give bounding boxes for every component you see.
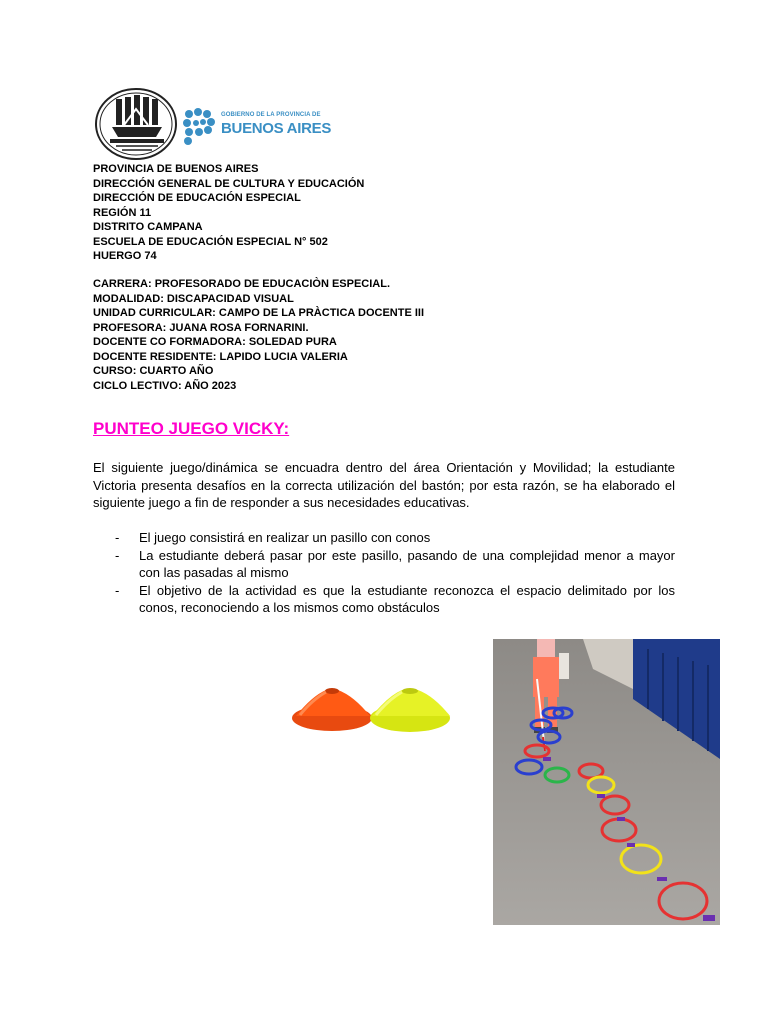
detail-line: PROFESORA: JUANA ROSA FORNARINI. — [93, 321, 309, 334]
header-line: DIRECCIÓN DE EDUCACIÓN ESPECIAL — [93, 192, 301, 204]
list-item-text: La estudiante deberá pasar por este pasillo, pasando de una complejidad menor a mayor con las pasadas al mismo — [139, 547, 675, 580]
intro-paragraph: El siguiente juego/dinámica se encuadra dentro del área Orientación y Movilidad; la estudiante Victoria presenta desafíos en la correcta utilización del bastón; por esta razón, se ha elaborado el siguiente juego a fin de responder a sus necesidades educativas. — [93, 460, 675, 510]
header-line: HUERGO 74 — [93, 250, 157, 262]
header-line: DIRECCIÓN GENERAL DE CULTURA Y EDUCACIÓN — [93, 177, 365, 190]
school-crest-logo — [94, 87, 180, 161]
detail-line: UNIDAD CURRICULAR: CAMPO DE LA PRÀCTICA DOCENTE III — [93, 307, 425, 319]
province-p-icon — [181, 106, 219, 150]
header-line: ESCUELA DE EDUCACIÓN ESPECIAL N° 502 — [93, 235, 328, 248]
detail-line: CICLO LECTIVO: AÑO 2023 — [93, 379, 237, 392]
cones-image — [282, 660, 462, 794]
bullet-marker: - — [115, 547, 120, 563]
buenos-aires-logo — [181, 106, 331, 150]
detail-line: MODALIDAD: DISCAPACIDAD VISUAL — [93, 292, 294, 305]
detail-line: DOCENTE CO FORMADORA: SOLEDAD PURA — [93, 336, 337, 348]
detail-line: DOCENTE RESIDENTE: LAPIDO LUCIA VALERIA — [93, 350, 348, 363]
list-item-text: El objetivo de la actividad es que la estudiante reconozca el espacio delimitado por los conos, reconociendo a los mismos como obstáculos — [139, 582, 675, 615]
detail-line: CARRERA: PROFESORADO DE EDUCACIÒN ESPECIAL. — [93, 278, 391, 290]
hoop-path-photo — [493, 639, 720, 925]
province-small-text: GOBIERNO DE LA PROVINCIA DE — [221, 112, 321, 118]
header-line: DISTRITO CAMPANA — [93, 221, 203, 233]
province-big-text: BUENOS AIRES — [221, 120, 332, 137]
header-line: PROVINCIA DE BUENOS AIRES — [93, 163, 259, 175]
detail-line: CURSO: CUARTO AÑO — [93, 365, 214, 377]
bullet-list — [93, 529, 675, 617]
course-details — [93, 277, 424, 393]
header-line: REGIÓN 11 — [93, 206, 152, 219]
page-title: PUNTEO JUEGO VICKY: — [93, 419, 290, 438]
list-item — [93, 582, 675, 617]
list-item — [93, 547, 675, 582]
bullet-marker: - — [115, 582, 120, 598]
list-item-text: El juego consistirá en realizar un pasillo con conos — [139, 530, 431, 545]
institution-header — [93, 162, 364, 264]
list-item — [93, 529, 675, 547]
bullet-marker: - — [115, 530, 120, 545]
